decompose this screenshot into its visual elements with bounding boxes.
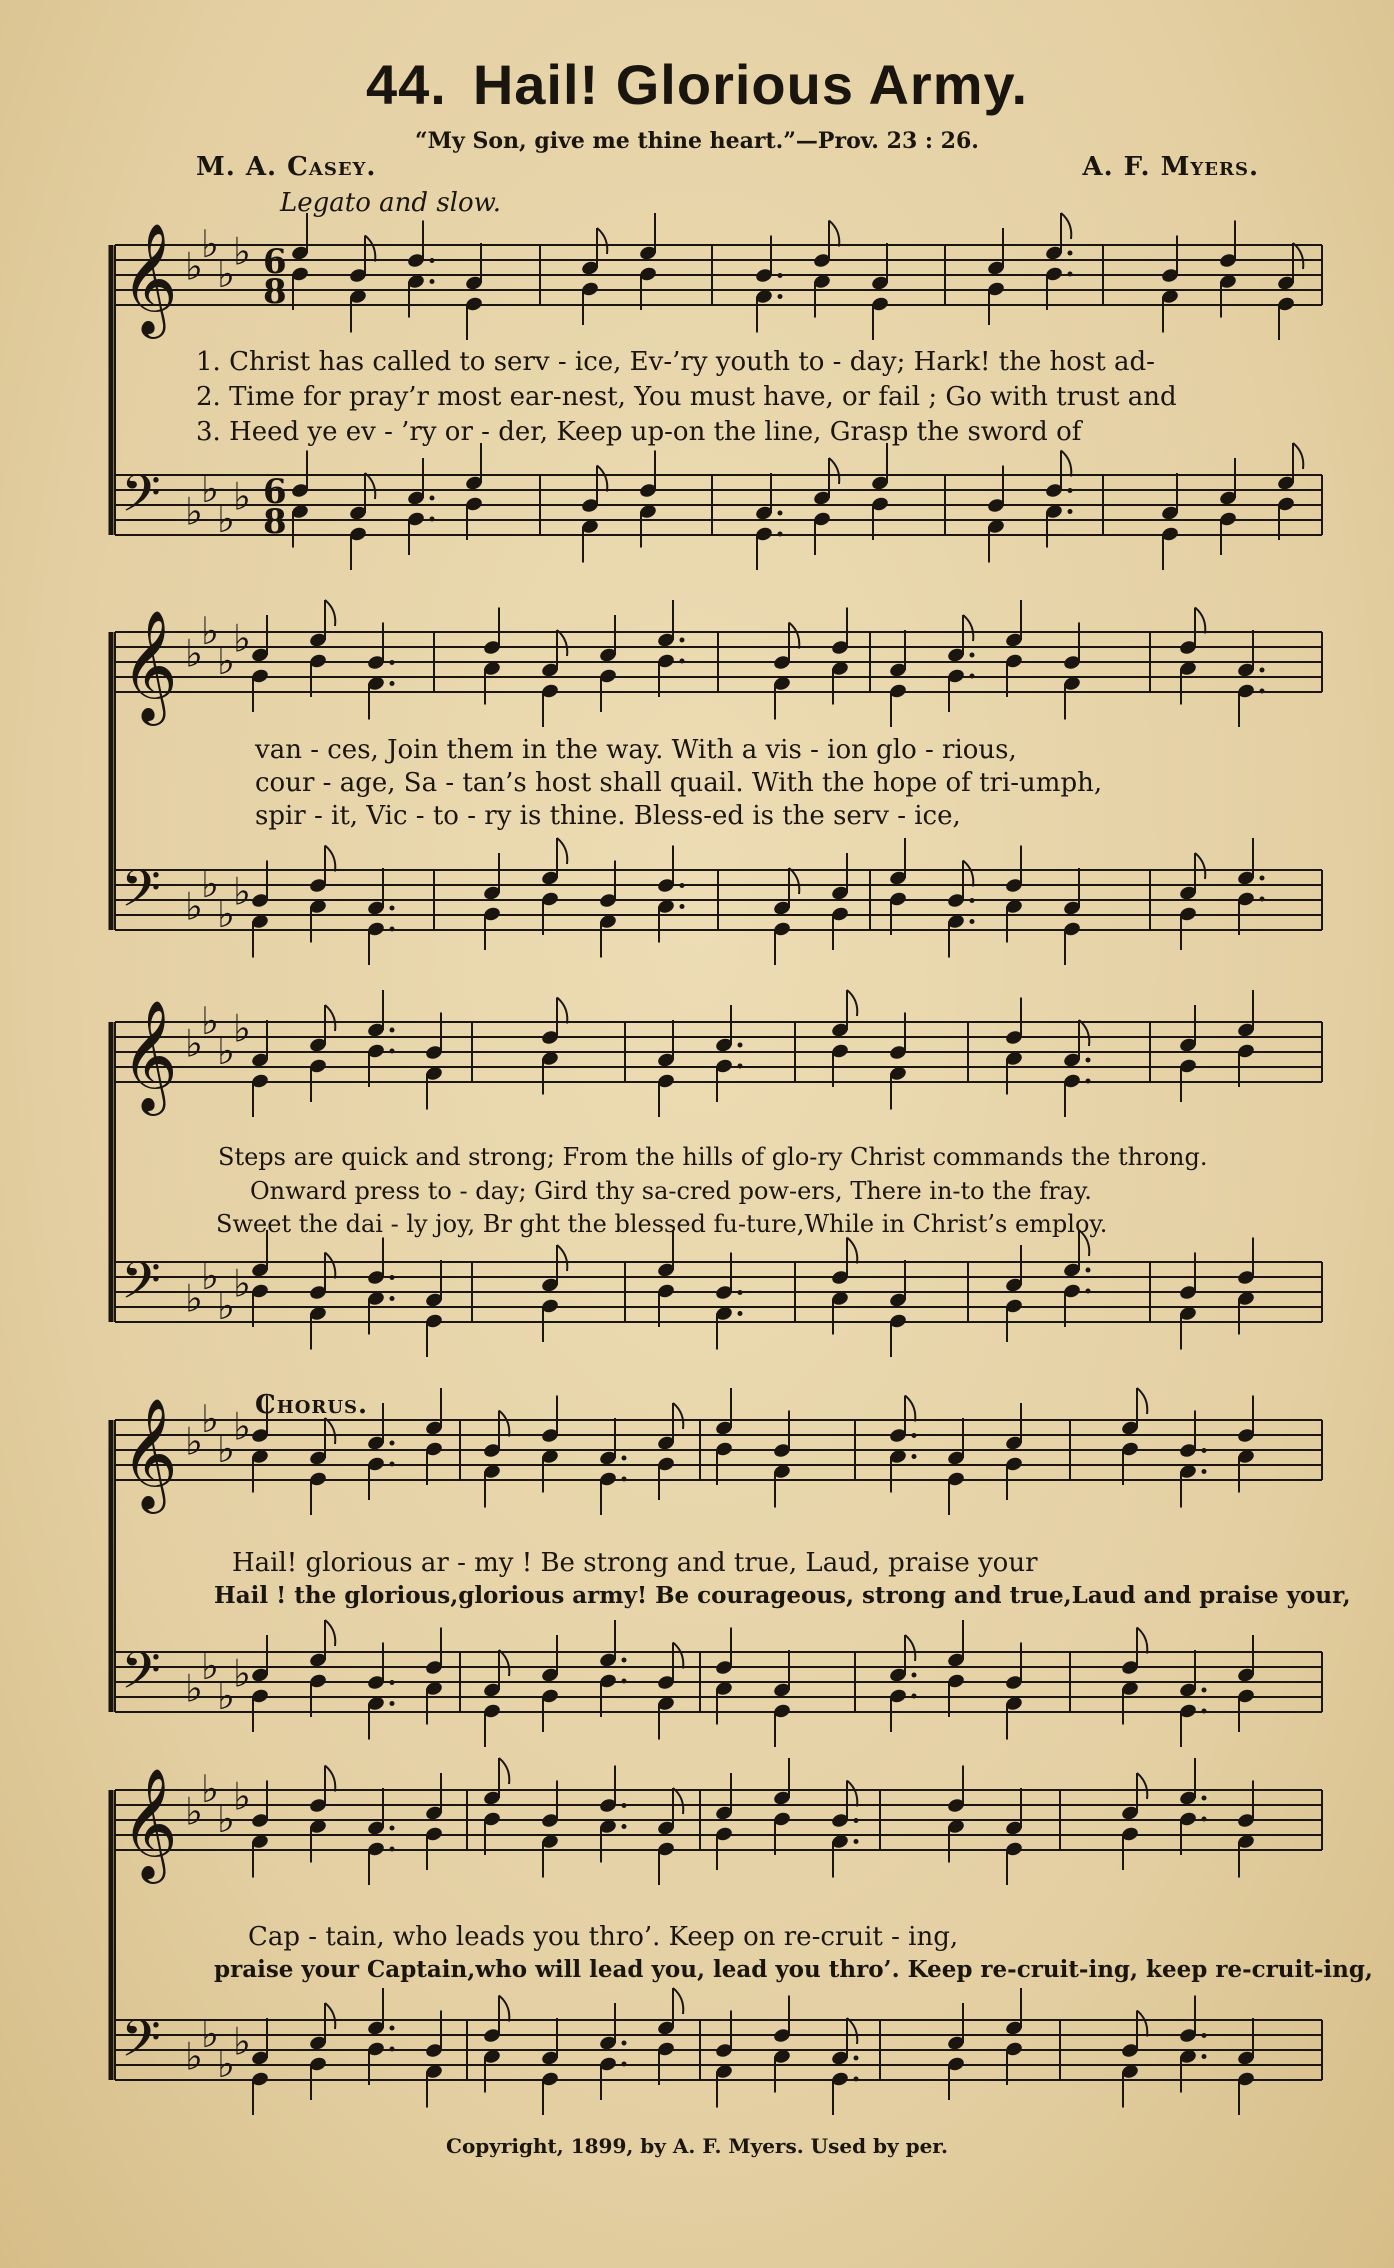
note-flag: [325, 1620, 335, 1646]
flat-icon: ♭: [217, 892, 235, 936]
note-flag: [499, 1650, 509, 1676]
lyric-line: cour - age, Sa - tan’s host shall quail. With the hope of tri-umph,: [255, 768, 1103, 798]
augmentation-dot: [680, 883, 685, 888]
note-flag: [325, 1005, 335, 1031]
augmentation-dot: [1202, 1469, 1207, 1474]
augmentation-dot: [1068, 509, 1073, 514]
lyric-line: Onward press to - day; Gird thy sa-cred pow-ers, There in-to the fray.: [250, 1177, 1092, 1205]
augmentation-dot: [854, 2056, 859, 2061]
augmentation-dot: [1068, 251, 1073, 256]
augmentation-dot: [1202, 2054, 1207, 2059]
augmentation-dot: [390, 1049, 395, 1054]
note-flag: [1079, 1020, 1089, 1046]
augmentation-dot: [1260, 668, 1265, 673]
note-flag: [1137, 1388, 1147, 1414]
augmentation-dot: [1260, 897, 1265, 902]
augmentation-dot: [912, 1454, 917, 1459]
note-flag: [673, 1643, 683, 1669]
note-flag: [789, 623, 799, 649]
lyric-line: spir - it, Vic - to - ry is thine. Bless-ed is the serv - ice,: [255, 801, 961, 831]
augmentation-dot: [1202, 1688, 1207, 1693]
lyric-line: praise your Captain,who will lead you, lead you thro’. Keep re-cruit-ing, keep re-cruit-ing,: [214, 1956, 1373, 1983]
lyric-line: 2. Time for pray’r most ear-nest, You must have, or fail ; Go with trust and: [196, 382, 1177, 412]
flat-icon: ♭: [185, 884, 203, 929]
augmentation-dot: [390, 2047, 395, 2052]
note-flag: [1293, 443, 1303, 469]
flat-icon: ♭: [233, 2019, 251, 2064]
note-flag: [673, 1788, 683, 1814]
augmentation-dot: [390, 1296, 395, 1301]
augmentation-dot: [738, 1043, 743, 1048]
note-flag: [905, 1396, 915, 1422]
augmentation-dot: [1086, 1079, 1091, 1084]
augmentation-dot: [738, 1064, 743, 1069]
flat-icon: ♭: [233, 474, 251, 519]
flat-icon: ♭: [185, 489, 203, 534]
note-flag: [1195, 608, 1205, 634]
flat-icon: ♭: [201, 467, 219, 511]
augmentation-dot: [854, 2077, 859, 2082]
note-flag: [847, 1781, 857, 1807]
augmentation-dot: [390, 906, 395, 911]
augmentation-dot: [1086, 1268, 1091, 1273]
lyric-line: Hail! glorious ar - my ! Be strong and true, Laud, praise your: [232, 1548, 1038, 1578]
augmentation-dot: [680, 638, 685, 643]
note-flag: [829, 458, 839, 484]
augmentation-dot: [912, 1433, 917, 1438]
augmentation-dot: [680, 904, 685, 909]
note-flag: [829, 221, 839, 247]
note-flag: [557, 630, 567, 656]
treble-clef-icon: 𝄞: [121, 609, 178, 721]
augmentation-dot: [970, 898, 975, 903]
flat-icon: ♭: [217, 1674, 235, 1718]
augmentation-dot: [970, 653, 975, 658]
note-flag: [325, 1766, 335, 1792]
note-flag: [499, 1758, 509, 1784]
lyric-line: van - ces, Join them in the way. With a vis - ion glo - rious,: [255, 735, 1017, 765]
flat-icon: ♭: [233, 1404, 251, 1449]
note-flag: [499, 1411, 509, 1437]
flat-icon: ♭: [185, 1666, 203, 1711]
time-signature-digit: 6: [263, 242, 287, 282]
augmentation-dot: [622, 1803, 627, 1808]
lyric-line: Hail ! the glorious,glorious army! Be courageous, strong and true,Laud and praise your,: [214, 1582, 1351, 1609]
flat-icon: ♭: [217, 1427, 235, 1471]
lyric-line: Steps are quick and strong; From the hills of glo-ry Christ commands the throng.: [218, 1143, 1208, 1171]
note-flag: [325, 600, 335, 626]
flat-icon: ♭: [233, 1006, 251, 1051]
augmentation-dot: [1068, 488, 1073, 493]
copyright-notice: Copyright, 1899, by A. F. Myers. Used by per.: [446, 2134, 948, 2158]
flat-icon: ♭: [185, 1021, 203, 1066]
flat-icon: ♭: [217, 1029, 235, 1073]
augmentation-dot: [622, 1679, 627, 1684]
flat-icon: ♭: [201, 1767, 219, 1811]
note-flag: [1137, 1773, 1147, 1799]
augmentation-dot: [1260, 689, 1265, 694]
note-flag: [963, 615, 973, 641]
bass-clef-icon: 𝄢: [121, 1640, 161, 1713]
augmentation-dot: [970, 674, 975, 679]
note-flag: [325, 2003, 335, 2029]
flat-icon: ♭: [201, 1644, 219, 1688]
flat-icon: ♭: [185, 1789, 203, 1834]
flat-icon: ♭: [201, 862, 219, 906]
augmentation-dot: [390, 1028, 395, 1033]
flat-icon: ♭: [233, 1651, 251, 1696]
augmentation-dot: [912, 1673, 917, 1678]
treble-clef-icon: 𝄞: [121, 1767, 178, 1879]
flat-icon: ♭: [201, 1254, 219, 1298]
note-flag: [847, 2018, 857, 2044]
lyric-line: Sweet the dai - ly joy, Br ght the blessed fu-ture,While in Christ’s employ.: [216, 1210, 1108, 1238]
augmentation-dot: [970, 919, 975, 924]
flat-icon: ♭: [233, 1774, 251, 1819]
note-flag: [325, 1418, 335, 1444]
augmentation-dot: [390, 1441, 395, 1446]
augmentation-dot: [1202, 1817, 1207, 1822]
flat-icon: ♭: [185, 2034, 203, 2079]
bass-clef-icon: 𝄢: [121, 858, 161, 931]
note-flag: [847, 990, 857, 1016]
note-flag: [325, 846, 335, 872]
note-flag: [673, 1403, 683, 1429]
note-flag: [905, 1635, 915, 1661]
note-flag: [597, 228, 607, 254]
hymn-title-text: Hail! Glorious Army.: [472, 53, 1029, 116]
augmentation-dot: [854, 1818, 859, 1823]
flat-icon: ♭: [217, 639, 235, 683]
augmentation-dot: [778, 294, 783, 299]
augmentation-dot: [622, 1456, 627, 1461]
flat-icon: ♭: [201, 2012, 219, 2056]
treble-clef-icon: 𝄞: [121, 999, 178, 1111]
note-flag: [789, 868, 799, 894]
augmentation-dot: [390, 1826, 395, 1831]
augmentation-dot: [390, 2026, 395, 2031]
augmentation-dot: [1086, 1058, 1091, 1063]
note-flag: [1061, 213, 1071, 239]
flat-icon: ♭: [201, 222, 219, 266]
flat-icon: ♭: [233, 616, 251, 661]
augmentation-dot: [854, 1839, 859, 1844]
note-flag: [597, 466, 607, 492]
augmentation-dot: [778, 511, 783, 516]
flat-icon: ♭: [217, 497, 235, 541]
flat-icon: ♭: [233, 229, 251, 274]
note-flag: [673, 1988, 683, 2014]
lyric-line: Cap - tain, who leads you thro’. Keep on re-cruit - ing,: [248, 1922, 959, 1952]
augmentation-dot: [390, 660, 395, 665]
augmentation-dot: [430, 517, 435, 522]
flat-icon: ♭: [185, 244, 203, 289]
treble-clef-icon: 𝄞: [121, 1397, 178, 1509]
note-flag: [365, 236, 375, 262]
note-flag: [1061, 451, 1071, 477]
flat-icon: ♭: [217, 2042, 235, 2086]
composer-credit: A. F. Myers.: [1082, 152, 1259, 182]
time-signature-digit: 8: [263, 272, 287, 312]
flat-icon: ♭: [201, 609, 219, 653]
bass-clef-icon: 𝄢: [121, 2008, 161, 2081]
augmentation-dot: [1202, 1796, 1207, 1801]
time-signature-digit: 6: [263, 472, 287, 512]
flat-icon: ♭: [185, 1276, 203, 1321]
epigraph: “My Son, give me thine heart.”—Prov. 23 : 26.: [415, 128, 979, 154]
augmentation-dot: [1202, 2033, 1207, 2038]
augmentation-dot: [1260, 876, 1265, 881]
note-flag: [557, 998, 567, 1024]
note-flag: [557, 838, 567, 864]
treble-clef-icon: 𝄞: [121, 222, 178, 334]
augmentation-dot: [738, 1290, 743, 1295]
flat-icon: ♭: [185, 1419, 203, 1464]
time-signature-digit: 8: [263, 502, 287, 542]
augmentation-dot: [1202, 1448, 1207, 1453]
bass-clef-icon: 𝄢: [121, 1250, 161, 1323]
augmentation-dot: [430, 279, 435, 284]
augmentation-dot: [430, 258, 435, 263]
note-flag: [847, 1238, 857, 1264]
augmentation-dot: [390, 1680, 395, 1685]
augmentation-dot: [390, 927, 395, 932]
augmentation-dot: [680, 659, 685, 664]
augmentation-dot: [622, 1477, 627, 1482]
tempo-marking: Legato and slow.: [280, 188, 502, 218]
note-flag: [1137, 1628, 1147, 1654]
flat-icon: ♭: [217, 252, 235, 296]
flat-icon: ♭: [185, 631, 203, 676]
augmentation-dot: [622, 2041, 627, 2046]
augmentation-dot: [1068, 272, 1073, 277]
note-flag: [1195, 853, 1205, 879]
flat-icon: ♭: [201, 1397, 219, 1441]
lyric-line: 1. Christ has called to serv - ice, Ev-’ry youth to - day; Hark! the host ad-: [196, 347, 1155, 377]
bass-clef-icon: 𝄢: [121, 463, 161, 536]
augmentation-dot: [738, 1311, 743, 1316]
note-flag: [499, 1996, 509, 2022]
lyric-line: 3. Heed ye ev - ’ry or - der, Keep up-on the line, Grasp the sword of: [196, 417, 1082, 447]
augmentation-dot: [778, 532, 783, 537]
author-credit: M. A. Casey.: [196, 152, 377, 182]
flat-icon: ♭: [217, 1284, 235, 1328]
augmentation-dot: [622, 1824, 627, 1829]
augmentation-dot: [390, 681, 395, 686]
flat-icon: ♭: [201, 999, 219, 1043]
augmentation-dot: [390, 1847, 395, 1852]
note-flag: [1293, 243, 1303, 269]
augmentation-dot: [390, 1462, 395, 1467]
augmentation-dot: [912, 1694, 917, 1699]
augmentation-dot: [622, 1658, 627, 1663]
note-flag: [365, 473, 375, 499]
augmentation-dot: [1086, 1289, 1091, 1294]
flat-icon: ♭: [233, 1261, 251, 1306]
note-flag: [325, 1253, 335, 1279]
note-flag: [557, 1245, 567, 1271]
augmentation-dot: [622, 2062, 627, 2067]
hymn-number: 44.: [365, 53, 447, 116]
flat-icon: ♭: [233, 869, 251, 914]
note-flag: [963, 861, 973, 887]
augmentation-dot: [1202, 1709, 1207, 1714]
chorus-label: Chorus.: [255, 1390, 369, 1420]
augmentation-dot: [390, 1701, 395, 1706]
augmentation-dot: [778, 273, 783, 278]
augmentation-dot: [390, 1275, 395, 1280]
flat-icon: ♭: [217, 1797, 235, 1841]
augmentation-dot: [430, 496, 435, 501]
note-flag: [1137, 2011, 1147, 2037]
